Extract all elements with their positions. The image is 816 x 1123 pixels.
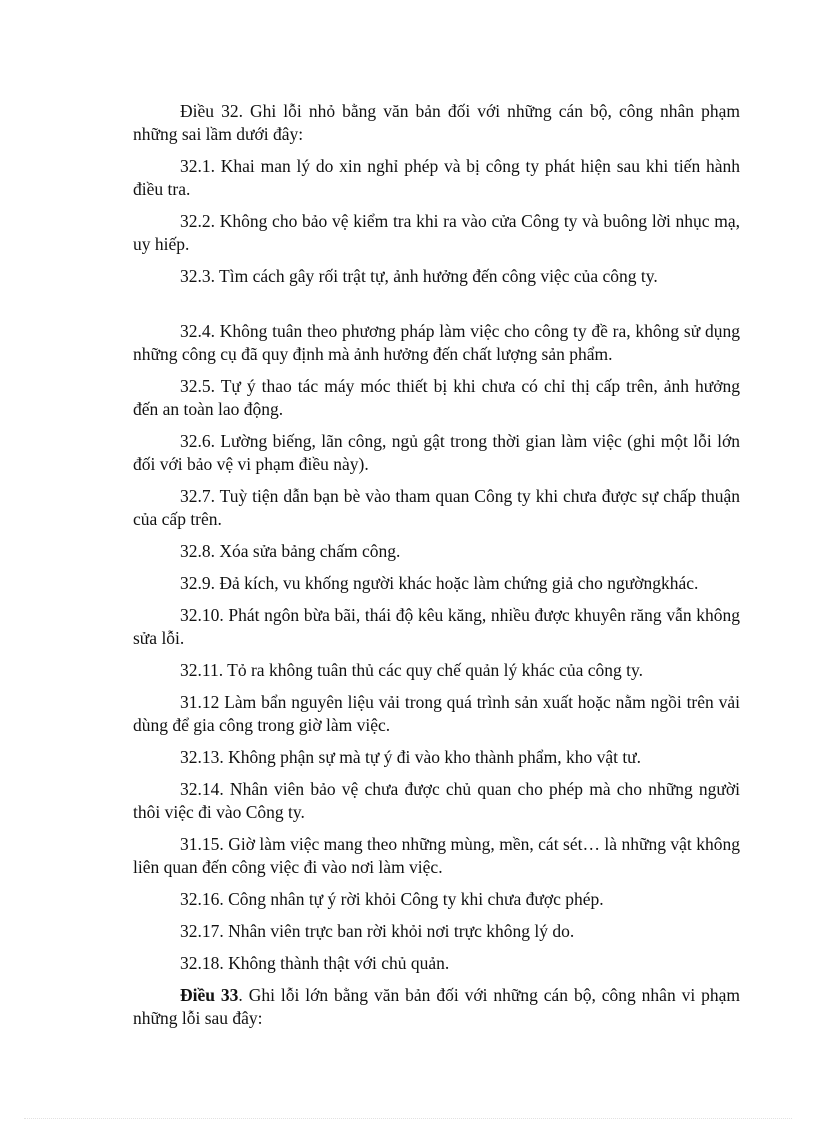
list-item: 32.5. Tự ý thao tác máy móc thiết bị khi chưa có chỉ thị cấp trên, ảnh hưởng đến an toàn lao động. [133,376,740,419]
list-item: 32.13. Không phận sự mà tự ý đi vào kho thành phẩm, kho vật tư. [180,747,642,767]
article-33-text: . Ghi lỗi lớn bằng văn bản đối với những cán bộ, công nhân vi phạm những lỗi sau đây: [133,985,741,1028]
list-item: 32.9. Đả kích, vu khống người khác hoặc làm chứng giả cho ngườngkhác. [180,573,699,593]
list-item: 32.14. Nhân viên bảo vệ chưa được chủ quan cho phép mà cho những người thôi việc đi vào Công ty. [133,779,740,822]
list-item: 32.6. Lường biếng, lãn công, ngủ gật trong thời gian làm việc (ghi một lỗi lớn đối với bảo vệ vi phạm điều này). [133,431,740,474]
list-item: 32.3. Tìm cách gây rối trật tự, ảnh hưởng đến công việc của công ty. [180,266,658,286]
article-33-heading: Điều 33 [180,985,239,1005]
list-item: 32.4. Không tuân theo phương pháp làm việc cho công ty đề ra, không sử dụng những công cụ đã quy định mà ảnh hưởng đến chất lượng sản phẩm. [133,321,740,364]
article-33-intro [133,984,740,1030]
list-item: 32.7. Tuỳ tiện dẫn bạn bè vào tham quan Công ty khi chưa được sự chấp thuận của cấp trên. [133,486,740,529]
list-item: 32.17. Nhân viên trực ban rời khỏi nơi trực không lý do. [180,921,575,941]
page-bottom-divider [24,1118,792,1119]
list-item: 32.8. Xóa sửa bảng chấm công. [180,541,401,561]
list-item: 32.11. Tỏ ra không tuân thủ các quy chế quản lý khác của công ty. [180,660,643,680]
list-item: 32.18. Không thành thật với chủ quản. [180,953,450,973]
list-item: 31.15. Giờ làm việc mang theo những mùng, mền, cát sét… là những vật không liên quan đến công việc đi vào nơi làm việc. [133,834,740,877]
article-32-intro: Điều 32. Ghi lỗi nhỏ bằng văn bản đối với những cán bộ, công nhân phạm những sai lầm dưới đây: [133,101,740,144]
list-item: 32.16. Công nhân tự ý rời khỏi Công ty khi chưa được phép. [180,889,604,909]
list-item: 32.1. Khai man lý do xin nghỉ phép và bị công ty phát hiện sau khi tiến hành điều tra. [133,156,740,199]
list-item: 32.2. Không cho bảo vệ kiểm tra khi ra vào cửa Công ty và buông lời nhục mạ, uy hiếp. [133,211,740,254]
list-item: 31.12 Làm bẩn nguyên liệu vải trong quá trình sản xuất hoặc nằm ngồi trên vải dùng để gia công trong giờ làm việc. [133,692,740,735]
list-item: 32.10. Phát ngôn bừa bãi, thái độ kêu kăng, nhiều được khuyên răng vẫn không sửa lỗi. [133,605,740,648]
document-body [133,100,740,1039]
